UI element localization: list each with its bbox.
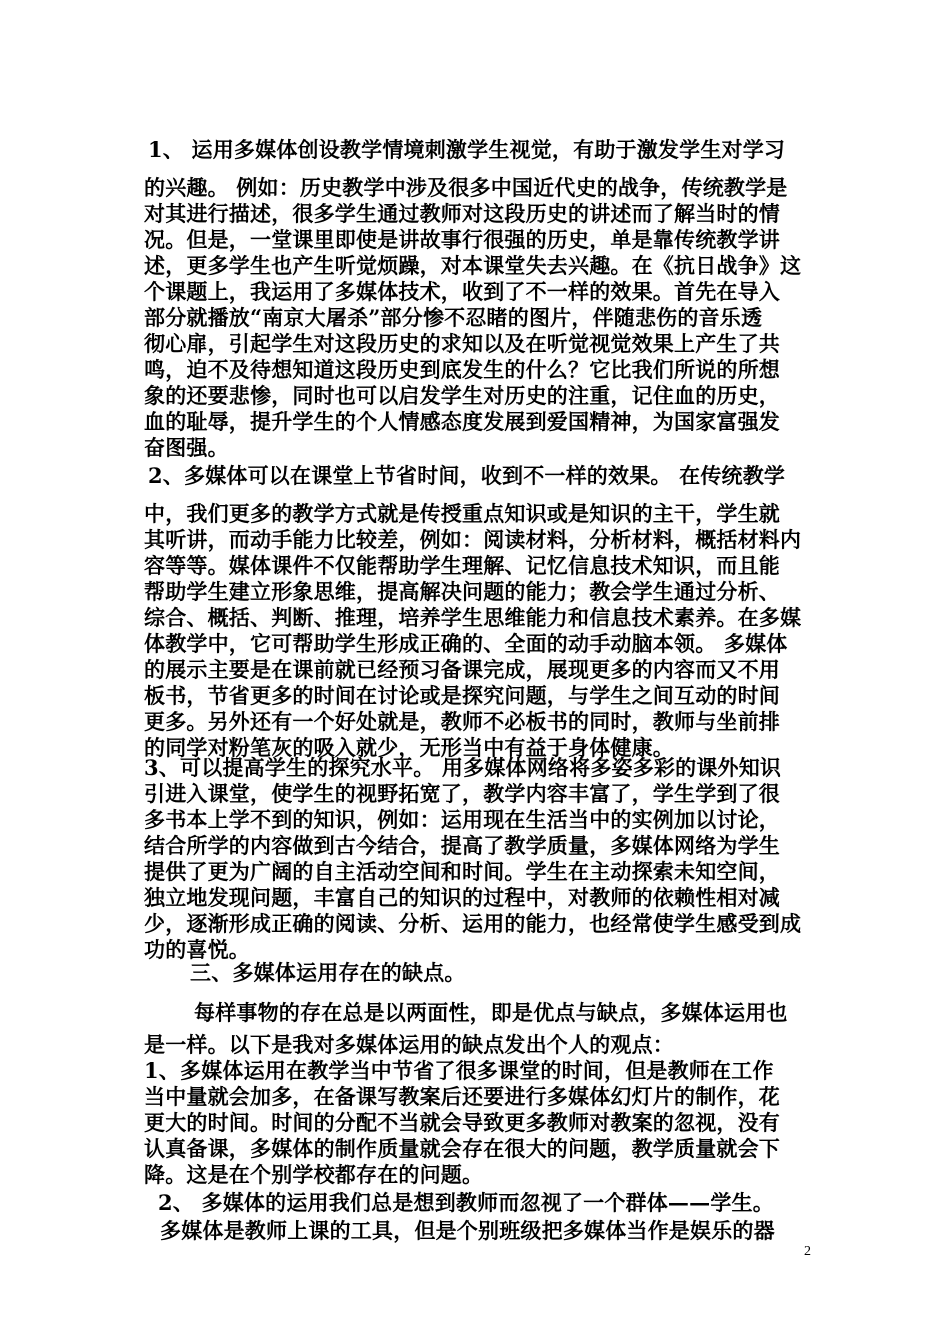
paragraph-1-line: 述，更多学生也产生听觉烦躁，对本课堂失去兴趣。在《抗日战争》这 (144, 253, 802, 278)
paragraph-2-line: 中，我们更多的教学方式就是传授重点知识或是知识的主干，学生就 (144, 501, 780, 526)
paragraph-2-line: 的展示主要是在课前就已经预习备课完成，展现更多的内容而又不用 (144, 657, 780, 682)
paragraph-1-line: 彻心扉，引起学生对这段历史的求知以及在听觉视觉效果上产生了共 (144, 331, 780, 356)
intro-line: 是一样。以下是我对多媒体运用的缺点发出个人的观点： (144, 1032, 674, 1057)
point-1-line: 当中量就会加多，在备课写教案后还要进行多媒体幻灯片的制作，花 (144, 1084, 780, 1109)
paragraph-1-line: 1、 运用多媒体创设教学情境刺激学生视觉，有助于激发学生对学习 (148, 137, 786, 162)
paragraph-2-line: 的同学对粉笔灰的吸入就少，无形当中有益于身体健康。 (144, 735, 674, 760)
paragraph-1-line: 血的耻辱，提升学生的个人情感态度发展到爱国精神，为国家富强发 (144, 409, 780, 434)
paragraph-3-line: 引进入课堂，使学生的视野拓宽了，教学内容丰富了，学生学到了很 (144, 781, 780, 806)
paragraph-3-line: 结合所学的内容做到古今结合，提高了教学质量，多媒体网络为学生 (144, 833, 780, 858)
paragraph-3-line: 提供了更为广阔的自主活动空间和时间。学生在主动探索未知空间， (144, 859, 780, 884)
point-1-line: 更大的时间。时间的分配不当就会导致更多教师对教案的忽视，没有 (144, 1110, 780, 1135)
paragraph-1-line: 奋图强。 (144, 435, 229, 460)
page-number: 2 (804, 1244, 811, 1259)
paragraph-3-line: 3、可以提高学生的探究水平。 用多媒体网络将多姿多彩的课外知识 (144, 755, 782, 780)
paragraph-2-line: 容等等。媒体课件不仅能帮助学生理解、记忆信息技术知识，而且能 (144, 553, 780, 578)
paragraph-1-line: 鸣，迫不及待想知道这段历史到底发生的什么？它比我们所说的所想 (144, 357, 780, 382)
point-2-line: 2、 多媒体的运用我们总是想到教师而忽视了一个群体——学生。 (158, 1190, 774, 1215)
paragraph-2-line: 2、多媒体可以在课堂上节省时间，收到不一样的效果。 在传统教学 (148, 463, 786, 488)
paragraph-2-line: 其听讲，而动手能力比较差，例如：阅读材料，分析材料，概括材料内 (144, 527, 802, 552)
point-2-line: 多媒体是教师上课的工具，但是个别班级把多媒体当作是娱乐的器 (160, 1218, 775, 1243)
paragraph-3-line: 独立地发现问题，丰富自己的知识的过程中，对教师的依赖性相对减 (144, 885, 780, 910)
paragraph-3-line: 少，逐渐形成正确的阅读、分析、运用的能力，也经常使学生感受到成 (144, 911, 802, 936)
paragraph-3-line: 功的喜悦。 (144, 937, 250, 962)
paragraph-1-line: 的兴趣。 例如：历史教学中涉及很多中国近代史的战争，传统教学是 (144, 175, 788, 200)
paragraph-1-line: 象的还要悲惨，同时也可以启发学生对历史的注重，记住血的历史， (144, 383, 780, 408)
point-1-line: 认真备课，多媒体的制作质量就会存在很大的问题，教学质量就会下 (144, 1136, 780, 1161)
paragraph-2-line: 帮助学生建立形象思维，提高解决问题的能力；教会学生通过分析、 (144, 579, 780, 604)
section-heading: 三、多媒体运用存在的缺点。 (190, 960, 466, 985)
paragraph-1-line: 部分就播放“南京大屠杀”部分惨不忍睹的图片，伴随悲伤的音乐透 (144, 305, 763, 330)
paragraph-3-line: 多书本上学不到的知识，例如：运用现在生活当中的实例加以讨论， (144, 807, 780, 832)
paragraph-1-line: 况。但是，一堂课里即使是讲故事行很强的历史，单是靠传统教学讲 (144, 227, 780, 252)
paragraph-2-line: 体教学中，它可帮助学生形成正确的、全面的动手动脑本领。 多媒体 (144, 631, 788, 656)
point-1-line: 1、多媒体运用在教学当中节省了很多课堂的时间，但是教师在工作 (144, 1058, 774, 1083)
paragraph-1-line: 对其进行描述，很多学生通过教师对这段历史的讲述而了解当时的情 (144, 201, 780, 226)
point-1-line: 降。这是在个别学校都存在的问题。 (144, 1162, 484, 1187)
paragraph-2-line: 更多。另外还有一个好处就是，教师不必板书的同时，教师与坐前排 (144, 709, 780, 734)
paragraph-1-line: 个课题上，我运用了多媒体技术，收到了不一样的效果。首先在导入 (144, 279, 780, 304)
paragraph-2-line: 综合、概括、判断、推理，培养学生思维能力和信息技术素养。在多媒 (144, 605, 802, 630)
paragraph-2-line: 板书，节省更多的时间在讨论或是探究问题，与学生之间互动的时间 (144, 683, 780, 708)
intro-line: 每样事物的存在总是以两面性，即是优点与缺点，多媒体运用也 (194, 1000, 788, 1025)
